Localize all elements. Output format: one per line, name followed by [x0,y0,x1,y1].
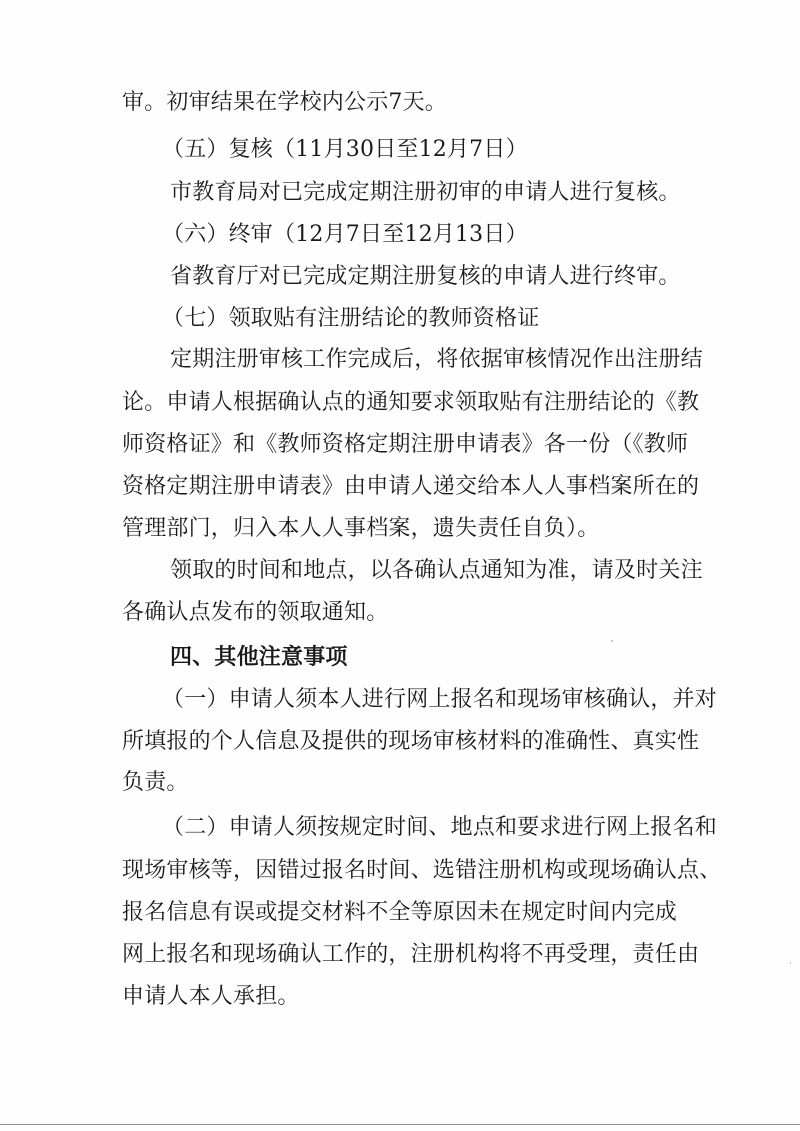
text-line [0,425,800,465]
line-text: 领取的时间和地点，以各确认点通知为准，请及时关注 [170,558,703,583]
line-text: 师资格证》和《教师资格定期注册申请表》各一份（《教师 [122,432,689,457]
text-line [0,808,800,848]
text-line [0,130,800,170]
line-text: 申请人本人承担。 [122,984,300,1009]
text-line [0,467,800,507]
line-text: 管理部门，归入本人人事档案，遗失责任自负）。 [122,516,600,541]
line-text: 省教育厅对已完成定期注册复核的申请人进行终审。 [170,264,681,289]
text-line [0,299,800,339]
text-line [0,593,800,633]
text-line [0,340,800,380]
line-text: 各确认点发布的领取通知。 [122,600,389,625]
text-line [0,893,800,933]
line-text: 网上报名和现场确认工作的，注册机构将不再受理，责任由 [122,942,700,967]
line-text: 现场审核等，因错过报名时间、选错注册机构或现场确认点、 [122,858,722,883]
line-text: （六）终审（12月7日至12月13日） [162,222,528,247]
text-line [0,935,800,975]
line-text: 论。申请人根据确认点的通知要求领取贴有注册结论的《教 [122,390,700,415]
section-heading [0,637,800,677]
line-text: 所填报的个人信息及提供的现场审核材料的准确性、真实性 [122,729,700,754]
line-text: （五）复核（11月30日至12月7日） [162,137,528,162]
text-line [0,680,800,720]
text-line [0,383,800,423]
scan-speck [790,962,791,964]
line-text: 资格定期注册申请表》由申请人递交给本人人事档案所在的 [122,474,700,499]
line-text: （二）申请人须按规定时间、地点和要求进行网上报名和 [162,815,718,840]
text-line [0,509,800,549]
line-text: （一）申请人须本人进行网上报名和现场审核确认，并对 [162,687,718,712]
section-heading-text: 四、其他注意事项 [170,644,348,670]
scan-speck [611,640,613,642]
text-line [0,551,800,591]
text-line [0,215,800,255]
line-text: 负责。 [122,770,189,795]
line-text: 市教育局对已完成定期注册初审的申请人进行复核。 [170,180,681,205]
text-line [0,173,800,213]
text-line [0,977,800,1017]
text-line [0,722,800,762]
text-line [0,83,800,123]
text-line [0,763,800,803]
line-text: 定期注册审核工作完成后，将依据审核情况作出注册结 [170,347,703,372]
line-text: （七）领取贴有注册结论的教师资格证 [162,306,540,331]
page-bottom-edge [0,1124,800,1125]
text-line [0,257,800,297]
text-line [0,851,800,891]
line-text: 审。初审结果在学校内公示7天。 [122,90,447,115]
line-text: 报名信息有误或提交材料不全等原因未在规定时间内完成 [122,900,678,925]
